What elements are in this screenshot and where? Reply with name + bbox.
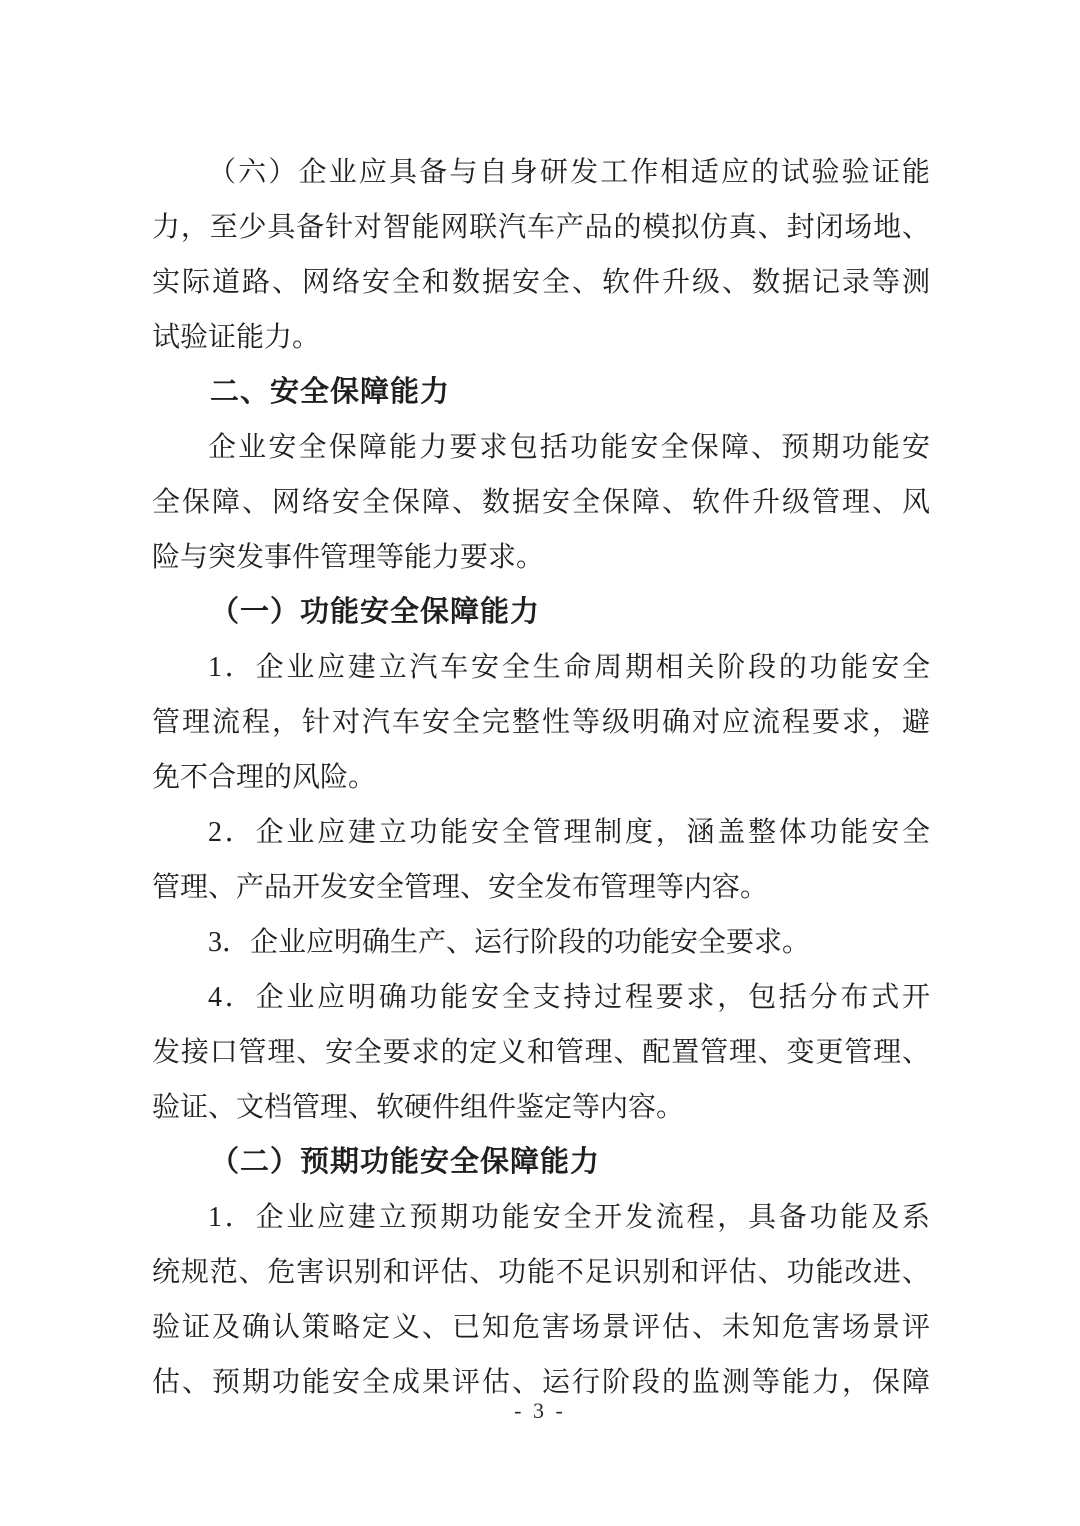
paragraph <box>152 420 930 585</box>
text-line: 险与突发事件管理等能力要求。 <box>152 542 545 573</box>
paragraph <box>152 805 930 915</box>
text-line: 1．企业应建立汽车安全生命周期相关阶段的功能安全 <box>208 652 930 683</box>
paragraph <box>152 145 930 365</box>
text-line: 验证、文档管理、软硬件组件鉴定等内容。 <box>152 1092 685 1123</box>
text-line: 验证及确认策略定义、已知危害场景评估、未知危害场景评 <box>152 1312 930 1343</box>
text-line: 统规范、危害识别和评估、功能不足识别和评估、功能改进、 <box>152 1257 930 1288</box>
text-line: 全保障、网络安全保障、数据安全保障、软件升级管理、风 <box>152 487 930 518</box>
paragraph <box>152 640 930 805</box>
text-line: 实际道路、网络安全和数据安全、软件升级、数据记录等测 <box>152 267 930 298</box>
text-line: 4．企业应明确功能安全支持过程要求，包括分布式开 <box>208 982 930 1013</box>
text-line: 试验证能力。 <box>152 322 321 353</box>
text-line: 免不合理的风险。 <box>152 762 377 793</box>
text-line: 管理、产品开发安全管理、安全发布管理等内容。 <box>152 872 769 903</box>
section-heading: （一）功能安全保障能力 <box>210 596 541 628</box>
section-heading: （二）预期功能安全保障能力 <box>210 1146 601 1178</box>
section-heading: 二、安全保障能力 <box>210 376 451 408</box>
text-line: 力，至少具备针对智能网联汽车产品的模拟仿真、封闭场地、 <box>152 212 930 243</box>
text-line: 估、预期功能安全成果评估、运行阶段的监测等能力，保障 <box>152 1367 930 1398</box>
page-footer <box>0 1398 1080 1424</box>
text-line: 管理流程，针对汽车安全完整性等级明确对应流程要求，避 <box>152 707 930 738</box>
page-number: - 3 - <box>514 1398 566 1423</box>
text-line: 2．企业应建立功能安全管理制度，涵盖整体功能安全 <box>208 817 930 848</box>
text-line: （六）企业应具备与自身研发工作相适应的试验验证能 <box>208 157 930 188</box>
paragraph <box>152 970 930 1135</box>
text-line: 3．企业应明确生产、运行阶段的功能安全要求。 <box>208 927 811 958</box>
document-body <box>152 145 930 1410</box>
text-line: 发接口管理、安全要求的定义和管理、配置管理、变更管理、 <box>152 1037 930 1068</box>
paragraph <box>152 915 930 970</box>
text-line: 1．企业应建立预期功能安全开发流程，具备功能及系 <box>208 1202 930 1233</box>
paragraph <box>152 1190 930 1410</box>
text-line: 企业安全保障能力要求包括功能安全保障、预期功能安 <box>208 432 930 463</box>
